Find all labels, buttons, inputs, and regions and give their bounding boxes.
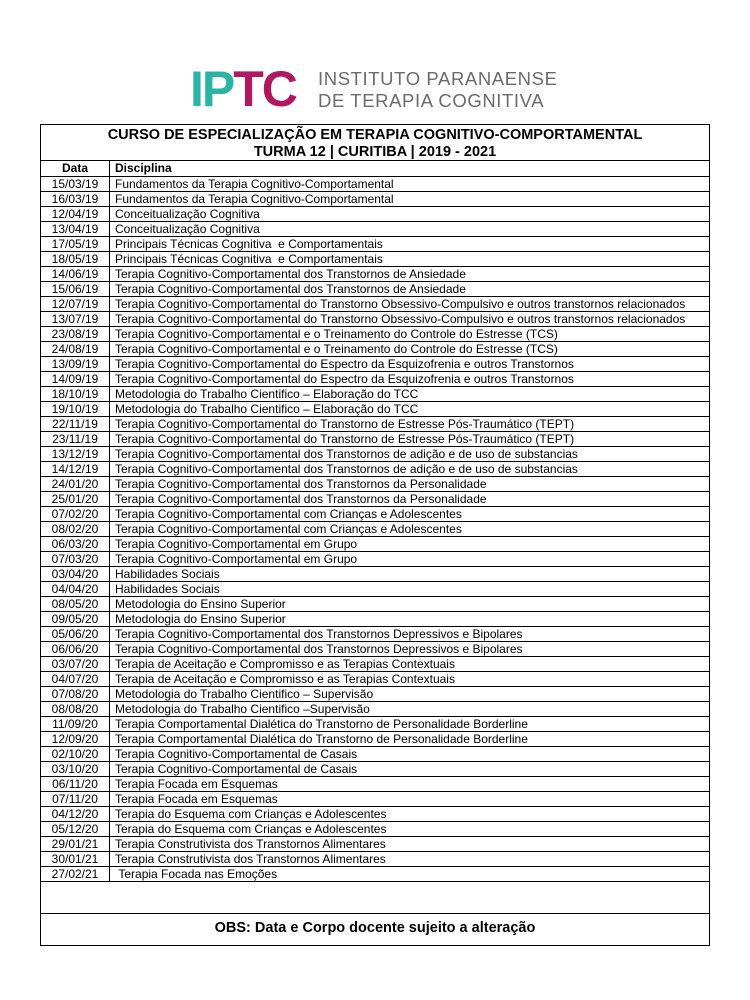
- row-date: 12/07/19: [41, 297, 110, 312]
- table-row: [41, 387, 709, 402]
- column-header-discipline: Disciplina: [110, 161, 710, 177]
- row-discipline: Terapia Cognitivo-Comportamental dos Transtornos de adição e de uso de substancias: [110, 447, 710, 462]
- table-row: [41, 837, 709, 852]
- row-date: 12/04/19: [41, 207, 110, 222]
- row-discipline: Fundamentos da Terapia Cognitivo-Comportamental: [110, 192, 710, 207]
- table-row: [41, 747, 709, 762]
- row-discipline: Terapia Cognitivo-Comportamental e o Treinamento do Controle do Estresse (TCS): [110, 327, 710, 342]
- row-discipline: Terapia Cognitivo-Comportamental do Transtorno de Estresse Pós-Traumático (TEPT): [110, 417, 710, 432]
- row-discipline: Terapia Cognitivo-Comportamental e o Treinamento do Controle do Estresse (TCS): [110, 342, 710, 357]
- row-discipline: Metodologia do Trabalho Cientifico – Supervisão: [110, 687, 710, 702]
- row-date: 02/10/20: [41, 747, 110, 762]
- row-discipline: Terapia Cognitivo-Comportamental do Transtorno Obsessivo-Compulsivo e outros transtornos relacionados: [110, 312, 710, 327]
- row-date: 07/08/20: [41, 687, 110, 702]
- row-discipline: Terapia Focada nas Emoções: [110, 867, 710, 882]
- table-row: [41, 447, 709, 462]
- table-row: [41, 582, 709, 597]
- row-discipline: Terapia Comportamental Dialética do Transtorno de Personalidade Borderline: [110, 732, 710, 747]
- row-discipline: Terapia Cognitivo-Comportamental dos Transtornos Depressivos e Bipolares: [110, 627, 710, 642]
- row-discipline: Terapia Cognitivo-Comportamental de Casais: [110, 762, 710, 777]
- row-discipline: Metodologia do Trabalho Cientifico – Elaboração do TCC: [110, 402, 710, 417]
- table-row: [41, 867, 709, 882]
- row-date: 13/09/19: [41, 357, 110, 372]
- logo-text-line2: DE TERAPIA COGNITIVA: [318, 90, 545, 111]
- table-row: [41, 507, 709, 522]
- row-discipline: Terapia Construtivista dos Transtornos Alimentares: [110, 837, 710, 852]
- row-date: 07/11/20: [41, 792, 110, 807]
- table-row: [41, 717, 709, 732]
- row-date: 04/12/20: [41, 807, 110, 822]
- table-row: [41, 762, 709, 777]
- table-header-row: [41, 161, 709, 177]
- table-row: [41, 522, 709, 537]
- row-date: 12/09/20: [41, 732, 110, 747]
- row-date: 13/07/19: [41, 312, 110, 327]
- table-row: [41, 807, 709, 822]
- table-row: [41, 252, 709, 267]
- logo-mark-tc: TC: [233, 61, 296, 117]
- row-discipline: Terapia Cognitivo-Comportamental do Transtorno Obsessivo-Compulsivo e outros transtornos relacionados: [110, 297, 710, 312]
- row-discipline: Terapia Cognitivo-Comportamental com Crianças e Adolescentes: [110, 507, 710, 522]
- row-date: 03/04/20: [41, 567, 110, 582]
- row-discipline: Terapia Cognitivo-Comportamental do Espectro da Esquizofrenia e outros Transtornos: [110, 372, 710, 387]
- table-row: [41, 462, 709, 477]
- row-discipline: Metodologia do Ensino Superior: [110, 612, 710, 627]
- table-row: [41, 222, 709, 237]
- row-date: 23/08/19: [41, 327, 110, 342]
- row-discipline: Terapia do Esquema com Crianças e Adolescentes: [110, 807, 710, 822]
- row-discipline: Terapia Cognitivo-Comportamental dos Transtornos de Ansiedade: [110, 267, 710, 282]
- table-row: [41, 192, 709, 207]
- table-row: [41, 822, 709, 837]
- table-row: [41, 552, 709, 567]
- row-date: 15/03/19: [41, 177, 110, 192]
- table-row: [41, 672, 709, 687]
- row-discipline: Metodologia do Ensino Superior: [110, 597, 710, 612]
- table-row: [41, 702, 709, 717]
- table-row: [41, 207, 709, 222]
- document-title: [41, 125, 709, 160]
- table-row: [41, 597, 709, 612]
- table-row: [41, 327, 709, 342]
- row-discipline: Terapia Cognitivo-Comportamental dos Transtornos Depressivos e Bipolares: [110, 642, 710, 657]
- table-row: [41, 657, 709, 672]
- footer-note: OBS: Data e Corpo docente sujeito a alteração: [41, 913, 709, 945]
- row-date: 23/11/19: [41, 432, 110, 447]
- title-line-2: TURMA 12 | CURITIBA | 2019 - 2021: [253, 144, 497, 160]
- logo-mark: [190, 62, 296, 116]
- row-date: 04/04/20: [41, 582, 110, 597]
- table-row: [41, 567, 709, 582]
- row-discipline: Principais Técnicas Cognitiva e Comportamentais: [110, 237, 710, 252]
- table-row: [41, 642, 709, 657]
- row-discipline: Terapia Cognitivo-Comportamental dos Transtornos de Ansiedade: [110, 282, 710, 297]
- row-date: 08/05/20: [41, 597, 110, 612]
- row-discipline: Habilidades Sociais: [110, 582, 710, 597]
- row-date: 08/02/20: [41, 522, 110, 537]
- row-discipline: Fundamentos da Terapia Cognitivo-Comportamental: [110, 177, 710, 192]
- table-row: [41, 852, 709, 867]
- row-discipline: Terapia Cognitivo-Comportamental com Crianças e Adolescentes: [110, 522, 710, 537]
- table-row: [41, 612, 709, 627]
- schedule-table: [41, 160, 709, 882]
- row-date: 11/09/20: [41, 717, 110, 732]
- table-row: [41, 492, 709, 507]
- row-discipline: Conceitualização Cognitiva: [110, 222, 710, 237]
- row-discipline: Terapia Cognitivo-Comportamental dos Transtornos de adição e de uso de substancias: [110, 462, 710, 477]
- row-date: 18/05/19: [41, 252, 110, 267]
- schedule-sheet: [40, 124, 710, 946]
- table-body: [41, 177, 709, 882]
- row-date: 04/07/20: [41, 672, 110, 687]
- table-row: [41, 282, 709, 297]
- column-header-date: Data: [41, 161, 110, 177]
- row-discipline: Terapia Cognitivo-Comportamental dos Transtornos da Personalidade: [110, 492, 710, 507]
- row-discipline: Terapia Cognitivo-Comportamental do Transtorno de Estresse Pós-Traumático (TEPT): [110, 432, 710, 447]
- title-line-1: CURSO DE ESPECIALIZAÇÃO EM TERAPIA COGNITIVO-COMPORTAMENTAL: [107, 127, 643, 143]
- table-row: [41, 687, 709, 702]
- row-discipline: Terapia Comportamental Dialética do Transtorno de Personalidade Borderline: [110, 717, 710, 732]
- table-row: [41, 417, 709, 432]
- institute-logo: [190, 62, 570, 116]
- table-row: [41, 177, 709, 192]
- row-discipline: Conceitualização Cognitiva: [110, 207, 710, 222]
- row-date: 29/01/21: [41, 837, 110, 852]
- row-date: 14/06/19: [41, 267, 110, 282]
- row-date: 25/01/20: [41, 492, 110, 507]
- logo-mark-ip: IP: [190, 61, 234, 117]
- row-date: 13/12/19: [41, 447, 110, 462]
- row-date: 06/06/20: [41, 642, 110, 657]
- row-date: 14/12/19: [41, 462, 110, 477]
- row-discipline: Terapia de Aceitação e Compromisso e as Terapias Contextuais: [110, 672, 710, 687]
- row-date: 16/03/19: [41, 192, 110, 207]
- table-row: [41, 372, 709, 387]
- row-discipline: Terapia Construtivista dos Transtornos Alimentares: [110, 852, 710, 867]
- row-date: 18/10/19: [41, 387, 110, 402]
- row-discipline: Terapia de Aceitação e Compromisso e as Terapias Contextuais: [110, 657, 710, 672]
- table-row: [41, 537, 709, 552]
- row-discipline: Habilidades Sociais: [110, 567, 710, 582]
- row-date: 22/11/19: [41, 417, 110, 432]
- table-row: [41, 732, 709, 747]
- logo-text: [318, 68, 558, 112]
- row-discipline: Terapia Focada em Esquemas: [110, 792, 710, 807]
- row-date: 13/04/19: [41, 222, 110, 237]
- row-discipline: Terapia Focada em Esquemas: [110, 777, 710, 792]
- table-row: [41, 297, 709, 312]
- row-date: 06/11/20: [41, 777, 110, 792]
- row-date: 06/03/20: [41, 537, 110, 552]
- table-row: [41, 792, 709, 807]
- row-date: 24/08/19: [41, 342, 110, 357]
- table-row: [41, 312, 709, 327]
- row-date: 07/02/20: [41, 507, 110, 522]
- row-discipline: Terapia Cognitivo-Comportamental em Grupo: [110, 552, 710, 567]
- row-discipline: Terapia Cognitivo-Comportamental em Grupo: [110, 537, 710, 552]
- row-date: 17/05/19: [41, 237, 110, 252]
- row-date: 24/01/20: [41, 477, 110, 492]
- row-date: 07/03/20: [41, 552, 110, 567]
- table-row: [41, 477, 709, 492]
- table-row: [41, 342, 709, 357]
- row-discipline: Terapia Cognitivo-Comportamental de Casais: [110, 747, 710, 762]
- row-date: 09/05/20: [41, 612, 110, 627]
- row-date: 15/06/19: [41, 282, 110, 297]
- row-discipline: Metodologia do Trabalho Cientifico – Elaboração do TCC: [110, 387, 710, 402]
- table-row: [41, 432, 709, 447]
- row-date: 08/08/20: [41, 702, 110, 717]
- row-discipline: Terapia Cognitivo-Comportamental dos Transtornos da Personalidade: [110, 477, 710, 492]
- row-date: 14/09/19: [41, 372, 110, 387]
- row-date: 05/06/20: [41, 627, 110, 642]
- table-row: [41, 357, 709, 372]
- table-row: [41, 237, 709, 252]
- logo-text-line1: INSTITUTO PARANAENSE: [318, 68, 558, 89]
- row-date: 30/01/21: [41, 852, 110, 867]
- row-discipline: Terapia do Esquema com Crianças e Adolescentes: [110, 822, 710, 837]
- row-date: 27/02/21: [41, 867, 110, 882]
- row-discipline: Terapia Cognitivo-Comportamental do Espectro da Esquizofrenia e outros Transtornos: [110, 357, 710, 372]
- row-date: 03/07/20: [41, 657, 110, 672]
- row-date: 05/12/20: [41, 822, 110, 837]
- row-date: 03/10/20: [41, 762, 110, 777]
- row-date: 19/10/19: [41, 402, 110, 417]
- row-discipline: Principais Técnicas Cognitiva e Comportamentais: [110, 252, 710, 267]
- table-row: [41, 627, 709, 642]
- table-row: [41, 402, 709, 417]
- table-row: [41, 267, 709, 282]
- table-row: [41, 777, 709, 792]
- row-discipline: Metodologia do Trabalho Cientifico –Supervisão: [110, 702, 710, 717]
